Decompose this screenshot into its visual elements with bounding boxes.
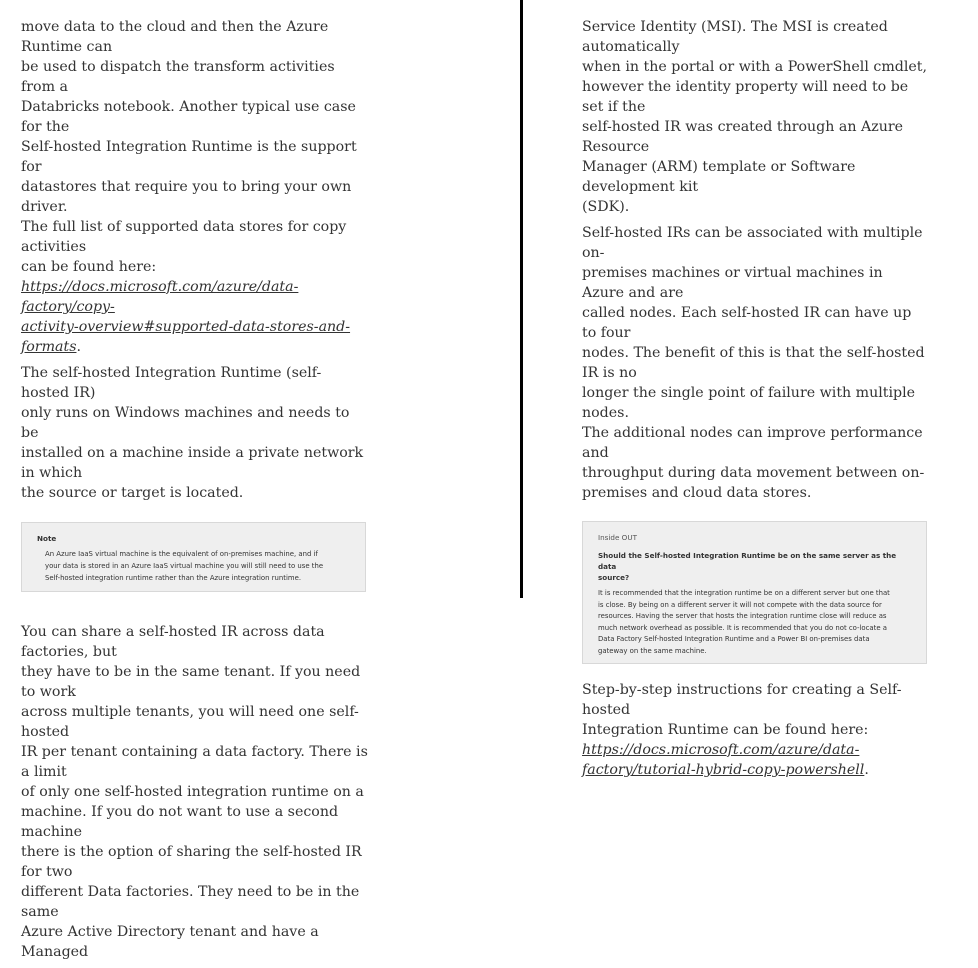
right-paragraph-3-text: Step-by-step instructions for creating a Self-hosted Integration Runtime can be found here: xyxy=(582,682,902,738)
inside-out-body: It is recommended that the integration runtime be on a different server but one that is close. By being on a different server it will not compete with the data source for resources. Having the server that hosts the integration runtime close will reduce as much network overhead as possible. It is recommended that you do not co-locate a Data Factory Self-hosted Integration Runtime and a Power BI on-premises data gateway on the same machine. xyxy=(598,589,890,655)
left-paragraph-1-text: move data to the cloud and then the Azure Runtime can be used to dispatch the transform activities from a Databricks notebook. Another typical use case for the Self-hosted Integration Runtime is the support for datastores that require you to bring your own driver. The full list of supported data stores for copy activities can be found here: xyxy=(21,19,357,275)
right-paragraph-2: Self-hosted IRs can be associated with multiple on- premises machines or virtual machines in Azure and are called nodes. Each self-hosted IR can have up to four nodes. The benefit of this is that the self-hosted IR is no longer the single point of failure with multiple nodes. The additional nodes can improve performance and throughput during data movement between on- premises and cloud data stores. xyxy=(582,225,925,501)
supported-data-stores-link[interactable]: https://docs.microsoft.com/azure/data-factory/copy- activity-overview#supported-data-stores-and-formats xyxy=(21,279,351,355)
note-box xyxy=(21,522,366,592)
page-divider xyxy=(520,0,523,598)
inside-out-label: Inside OUT xyxy=(598,533,637,542)
note-body: An Azure IaaS virtual machine is the equivalent of on-premises machine, and if your data is stored in an Azure IaaS virtual machine you will still need to use the Self-hosted integration runtime rather than the Azure integration runtime. xyxy=(45,550,324,582)
tutorial-hybrid-copy-link[interactable]: https://docs.microsoft.com/azure/data- factory/tutorial-hybrid-copy-powershell xyxy=(582,742,865,778)
right-page xyxy=(582,17,927,786)
left-paragraph-1 xyxy=(21,17,369,357)
left-paragraph-2: The self-hosted Integration Runtime (self-hosted IR) only runs on Windows machines and needs to be installed on a machine inside a private network in which the source or target is located. xyxy=(21,365,364,501)
left-paragraph-1-period: . xyxy=(76,339,81,355)
left-paragraph-3: You can share a self-hosted IR across data factories, but they have to be in the same tenant. If you need to work across multiple tenants, you will need one self-hosted IR per tenant containing a data factory. There is a limit of only one self-hosted integration runtime on a machine. If you do not want to use a second machine there is the option of sharing the self-hosted IR for two different Data factories. They need to be in the same Azure Active Directory tenant and have a Managed xyxy=(21,624,368,960)
note-heading: Note xyxy=(37,534,57,543)
right-paragraph-3-period: . xyxy=(864,762,869,778)
left-page xyxy=(21,17,369,968)
right-paragraph-3 xyxy=(582,680,927,780)
inside-out-box xyxy=(582,521,927,664)
inside-out-title: Should the Self-hosted Integration Runtime be on the same server as the data source? xyxy=(598,551,897,582)
right-paragraph-1: Service Identity (MSI). The MSI is created automatically when in the portal or with a PowerShell cmdlet, however the identity property will need to be set if the self-hosted IR was created through an Azure Resource Manager (ARM) template or Software development kit (SDK). xyxy=(582,19,927,215)
